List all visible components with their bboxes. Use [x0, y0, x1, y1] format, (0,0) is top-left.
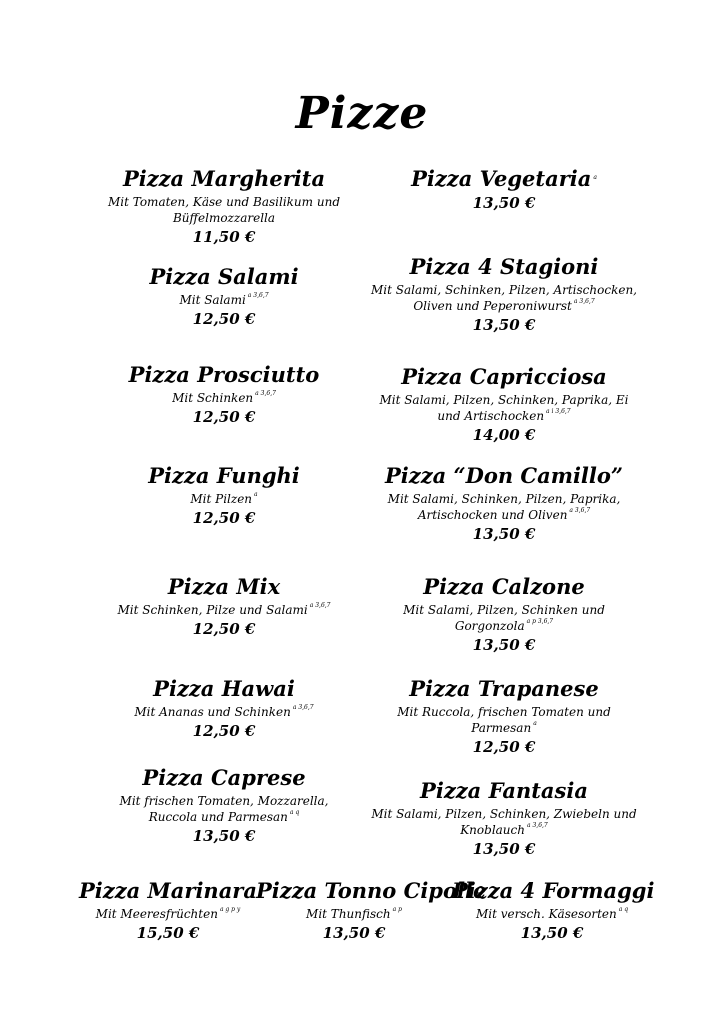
item-description: Mit Ruccola, frischen Tomaten und Parmesan: [397, 705, 611, 735]
menu-item-pizza-don-camillo: [366, 463, 642, 543]
item-allergens: a i 3,6,7: [546, 408, 571, 415]
item-allergens: a p 3,6,7: [526, 618, 554, 625]
item-name: Pizza Caprese: [142, 765, 306, 790]
item-price: 14,00 €: [472, 426, 536, 444]
menu-item-pizza-margherita: [96, 166, 352, 246]
item-name: Pizza 4 Stagioni: [409, 254, 599, 279]
item-name: Pizza Hawai: [153, 676, 295, 701]
item-allergens: a 3,6,7: [569, 507, 591, 514]
item-description-row: [96, 602, 352, 618]
item-price: 12,50 €: [472, 738, 536, 756]
item-name: Pizza Vegetaria: [411, 166, 592, 191]
item-allergens: a 3,6,7: [292, 704, 314, 711]
item-description-row: [256, 906, 452, 922]
item-allergens: a q: [289, 809, 300, 816]
item-name: Pizza Mix: [167, 574, 281, 599]
item-name: Pizza Funghi: [148, 463, 300, 488]
item-description: Mit Salami, Schinken, Pilzen, Paprika, Artischocken und Oliven: [387, 492, 621, 522]
item-allergens: a g p y: [219, 906, 241, 913]
item-description: Mit Salami, Pilzen, Schinken, Zwiebeln und Knoblauch: [371, 807, 637, 837]
item-price: 13,50 €: [472, 525, 536, 543]
item-price: 12,50 €: [192, 509, 256, 527]
item-name: Pizza Capricciosa: [401, 364, 607, 389]
item-allergens: a 3,6,7: [309, 602, 331, 609]
menu-item-pizza-trapanese: [366, 676, 642, 756]
page-title: Pizze: [295, 88, 429, 139]
item-description: Mit Schinken, Pilze und Salami: [117, 603, 308, 617]
item-name: Pizza 4 Formaggi: [452, 878, 655, 903]
item-name: Pizza Salami: [149, 264, 299, 289]
item-description: Mit Salami, Pilzen, Schinken und Gorgonzola: [403, 603, 605, 633]
item-description: Mit Salami: [179, 293, 246, 307]
item-price: 13,50 €: [520, 924, 584, 942]
item-description-row: [366, 392, 642, 424]
menu-item-pizza-calzone: [366, 574, 642, 654]
item-allergens: a: [593, 174, 597, 181]
item-allergens: a 3,6,7: [527, 822, 548, 829]
menu-item-pizza-caprese: [96, 765, 352, 845]
item-price: 13,50 €: [472, 840, 536, 858]
item-description-row: [96, 390, 352, 406]
item-description: Mit frischen Tomaten, Mozzarella, Ruccola und Parmesan: [119, 794, 329, 824]
menu-item-pizza-tonno-cipolle: [256, 878, 487, 942]
item-price: 13,50 €: [472, 636, 536, 654]
item-description: Mit Salami, Schinken, Pilzen, Artischocken, Oliven und Peperoniwurst: [370, 283, 637, 313]
item-description: Mit Salami, Pilzen, Schinken, Paprika, Ei und Artischocken: [379, 393, 629, 423]
item-description: Mit Pilzen: [190, 492, 253, 506]
item-description-row: [78, 906, 258, 922]
item-allergens: a 3,6,7: [573, 298, 595, 305]
menu-item-pizza-prosciutto: [96, 362, 352, 426]
item-allergens: a 3,6,7: [255, 390, 276, 397]
menu-item-pizza-4-formaggi: [452, 878, 655, 942]
item-price: 13,50 €: [472, 316, 536, 334]
menu-item-pizza-funghi: [96, 463, 352, 527]
item-name: Pizza Margherita: [122, 166, 326, 191]
menu-item-pizza-capricciosa: [366, 364, 642, 444]
item-description: Mit Schinken: [172, 391, 254, 405]
item-name: Pizza Fantasia: [420, 778, 588, 803]
menu-item-pizza-mix: [96, 574, 352, 638]
menu-item-pizza-fantasia: [366, 778, 642, 858]
item-price: 13,50 €: [192, 827, 256, 845]
item-name-row: [366, 166, 642, 192]
item-allergens: a 3,6,7: [247, 292, 269, 299]
item-name: Pizza Calzone: [423, 574, 585, 599]
item-description-row: [452, 906, 652, 922]
item-price: 13,50 €: [472, 194, 536, 212]
menu-item-pizza-vegetaria: [366, 166, 642, 212]
item-price: 12,50 €: [192, 722, 256, 740]
item-allergens: a: [254, 491, 258, 498]
item-price: 11,50 €: [192, 228, 256, 246]
item-description-row: [96, 704, 352, 720]
item-price: 12,50 €: [192, 310, 256, 328]
item-description: Mit Meeresfrüchten: [95, 907, 218, 921]
item-price: 12,50 €: [192, 408, 256, 426]
item-description: Mit Tomaten, Käse und Basilikum und Büffelmozzarella: [108, 195, 340, 225]
menu-item-pizza-4-stagioni: [366, 254, 642, 334]
item-description-row: [96, 491, 352, 507]
item-price: 15,50 €: [136, 924, 200, 942]
item-description: Mit versch. Käsesorten: [475, 907, 617, 921]
item-description-row: [366, 491, 642, 523]
item-price: 13,50 €: [322, 924, 386, 942]
item-description-row: [366, 282, 642, 314]
item-description-row: [366, 704, 642, 736]
item-description-row: [366, 806, 642, 838]
item-description: Mit Thunfisch: [306, 907, 391, 921]
item-price: 12,50 €: [192, 620, 256, 638]
item-allergens: a q: [618, 906, 629, 913]
menu-item-pizza-salami: [96, 264, 352, 328]
item-name: Pizza “Don Camillo”: [385, 463, 623, 488]
item-description: Mit Ananas und Schinken: [134, 705, 291, 719]
item-name: Pizza Trapanese: [409, 676, 599, 701]
item-description-row: [96, 793, 352, 825]
item-name: Pizza Tonno Cipolle: [256, 878, 487, 903]
menu-item-pizza-marinara: [78, 878, 258, 942]
item-name: Pizza Marinara: [79, 878, 257, 903]
item-name: Pizza Prosciutto: [128, 362, 320, 387]
item-description-row: [96, 292, 352, 308]
item-allergens: a p: [392, 906, 402, 913]
menu-item-pizza-hawai: [96, 676, 352, 740]
item-allergens: a: [533, 720, 537, 727]
item-description-row: [366, 602, 642, 634]
